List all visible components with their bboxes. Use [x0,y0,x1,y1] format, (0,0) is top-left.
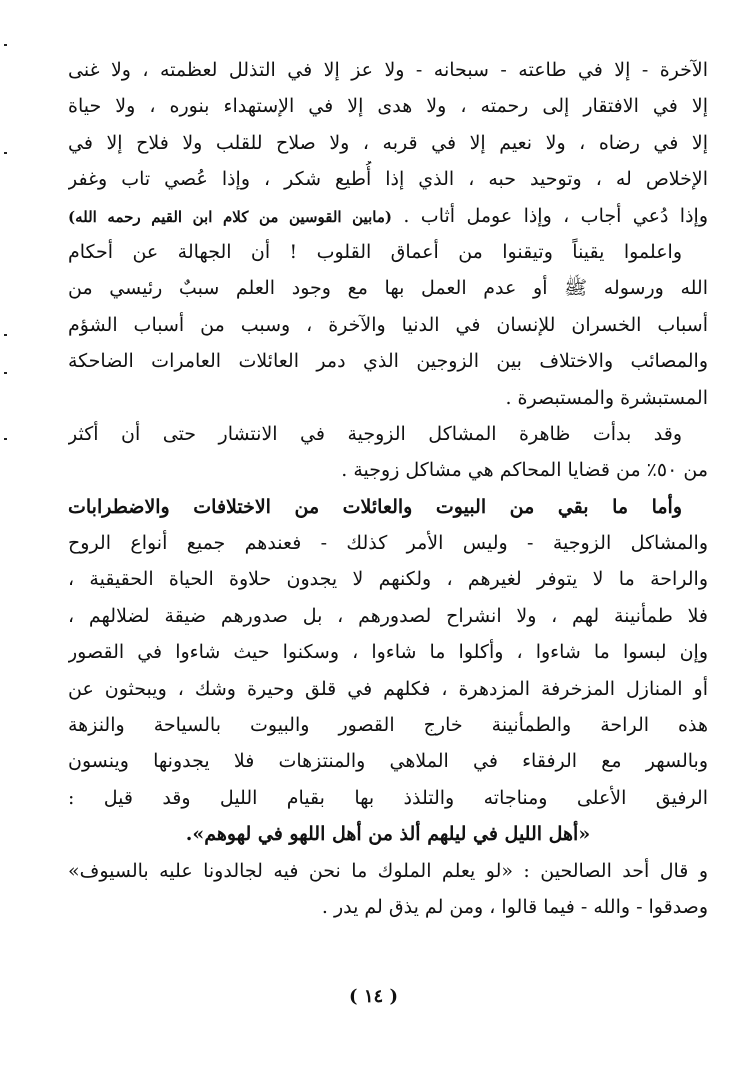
scan-edge-mark [4,372,7,374]
scan-edge-mark [4,44,7,46]
text-line-with-citation [68,198,708,234]
text-line: الرفيق الأعلى ومناجاته والتلذذ بها بقيام الليل وقد قيل : [68,786,708,809]
text-line: الله ورسوله ﷺ أو عدم العمل بها مع وجود العلم سببٌ رئيسي من [68,277,708,300]
body-text [68,52,708,925]
citation: (مابين القوسين من كلام ابن القيم رحمه الله) [68,207,392,226]
text-line: إلا في رضاه ، ولا نعيم إلا في قربه ، ولا صلاح للقلب ولا فلاح إلا في [68,131,708,154]
text-line: فلا طمأنينة لهم ، ولا انشراح لصدورهم ، بل صدورهم ضيقة لضلالهم ، [68,604,708,627]
text-line: إلا في الافتقار إلى رحمته ، ولا هدى إلا في الإستهداء بنوره ، ولا حياة [68,95,708,118]
scan-edge-mark [4,334,7,336]
scan-edge-mark [4,152,7,154]
text-line: من ٥٠٪ من قضايا المحاكم هي مشاكل زوجية . [341,459,708,482]
text-line: وإن لبسوا ما شاءوا ، وأكلوا ما شاءوا ، وسكنوا حيث شاءوا في القصور [68,641,708,664]
text-line: والراحة ما لا يتوفر لغيرهم ، ولكنهم لا يجدون حلاوة الحياة الحقيقية ، [68,568,708,591]
text-line: الإخلاص له ، وتوحيد حبه ، الذي إذا أُطيع شكر ، وإذا عُصي تاب وغفر [68,168,708,191]
text-line: وأما ما بقي من البيوت والعائلات من الاختلافات والاضطرابات [68,495,682,518]
text-line: الآخرة - إلا في طاعته - سبحانه - ولا عز إلا في التذلل لعظمته ، ولا غنى [68,59,708,81]
text-line: أسباب الخسران للإنسان في الدنيا والآخرة ، وسبب من أسباب الشؤم [68,313,708,336]
text-line: وقد بدأت ظاهرة المشاكل الزوجية في الانتشار حتى أن أكثر [68,422,682,445]
text-line: المستبشرة والمستبصرة . [505,386,708,409]
scan-edge-mark [4,438,7,440]
text-line: هذه الراحة والطمأنينة خارج القصور والبيوت بالسياحة والنزهة [68,714,708,737]
page-number: ( ١٤ ) [349,986,398,1007]
quote-line: «أهل الليل في ليلهم ألذ من أهل اللهو في لهوهم». [185,823,591,846]
text-line: وإذا دُعي أجاب ، وإذا عومل أثاب . [403,204,708,227]
text-line: و قال أحد الصالحين : «لو يعلم الملوك ما نحن فيه لجالدونا عليه بالسيوف» [68,859,708,882]
text-line: والمصائب والاختلاف بين الزوجين الذي دمر العائلات العامرات الضاحكة [68,350,708,373]
text-line: أو المنازل المزخرفة المزدهرة ، فكلهم في قلق وحيرة وشك ، ويبحثون عن [68,677,708,700]
text-line: والمشاكل الزوجية - وليس الأمر كذلك - فعندهم جميع أنواع الروح [68,532,708,555]
text-line: وصدقوا - والله - فيما قالوا ، ومن لم يذق لم يدر . [321,895,708,918]
text-line: واعلموا يقيناً وتيقنوا من أعماق القلوب ! أن الجهالة عن أحكام [68,240,682,263]
text-line: وبالسهر مع الرفقاء في الملاهي والمنتزهات فلا يجدونها وينسون [68,750,708,773]
